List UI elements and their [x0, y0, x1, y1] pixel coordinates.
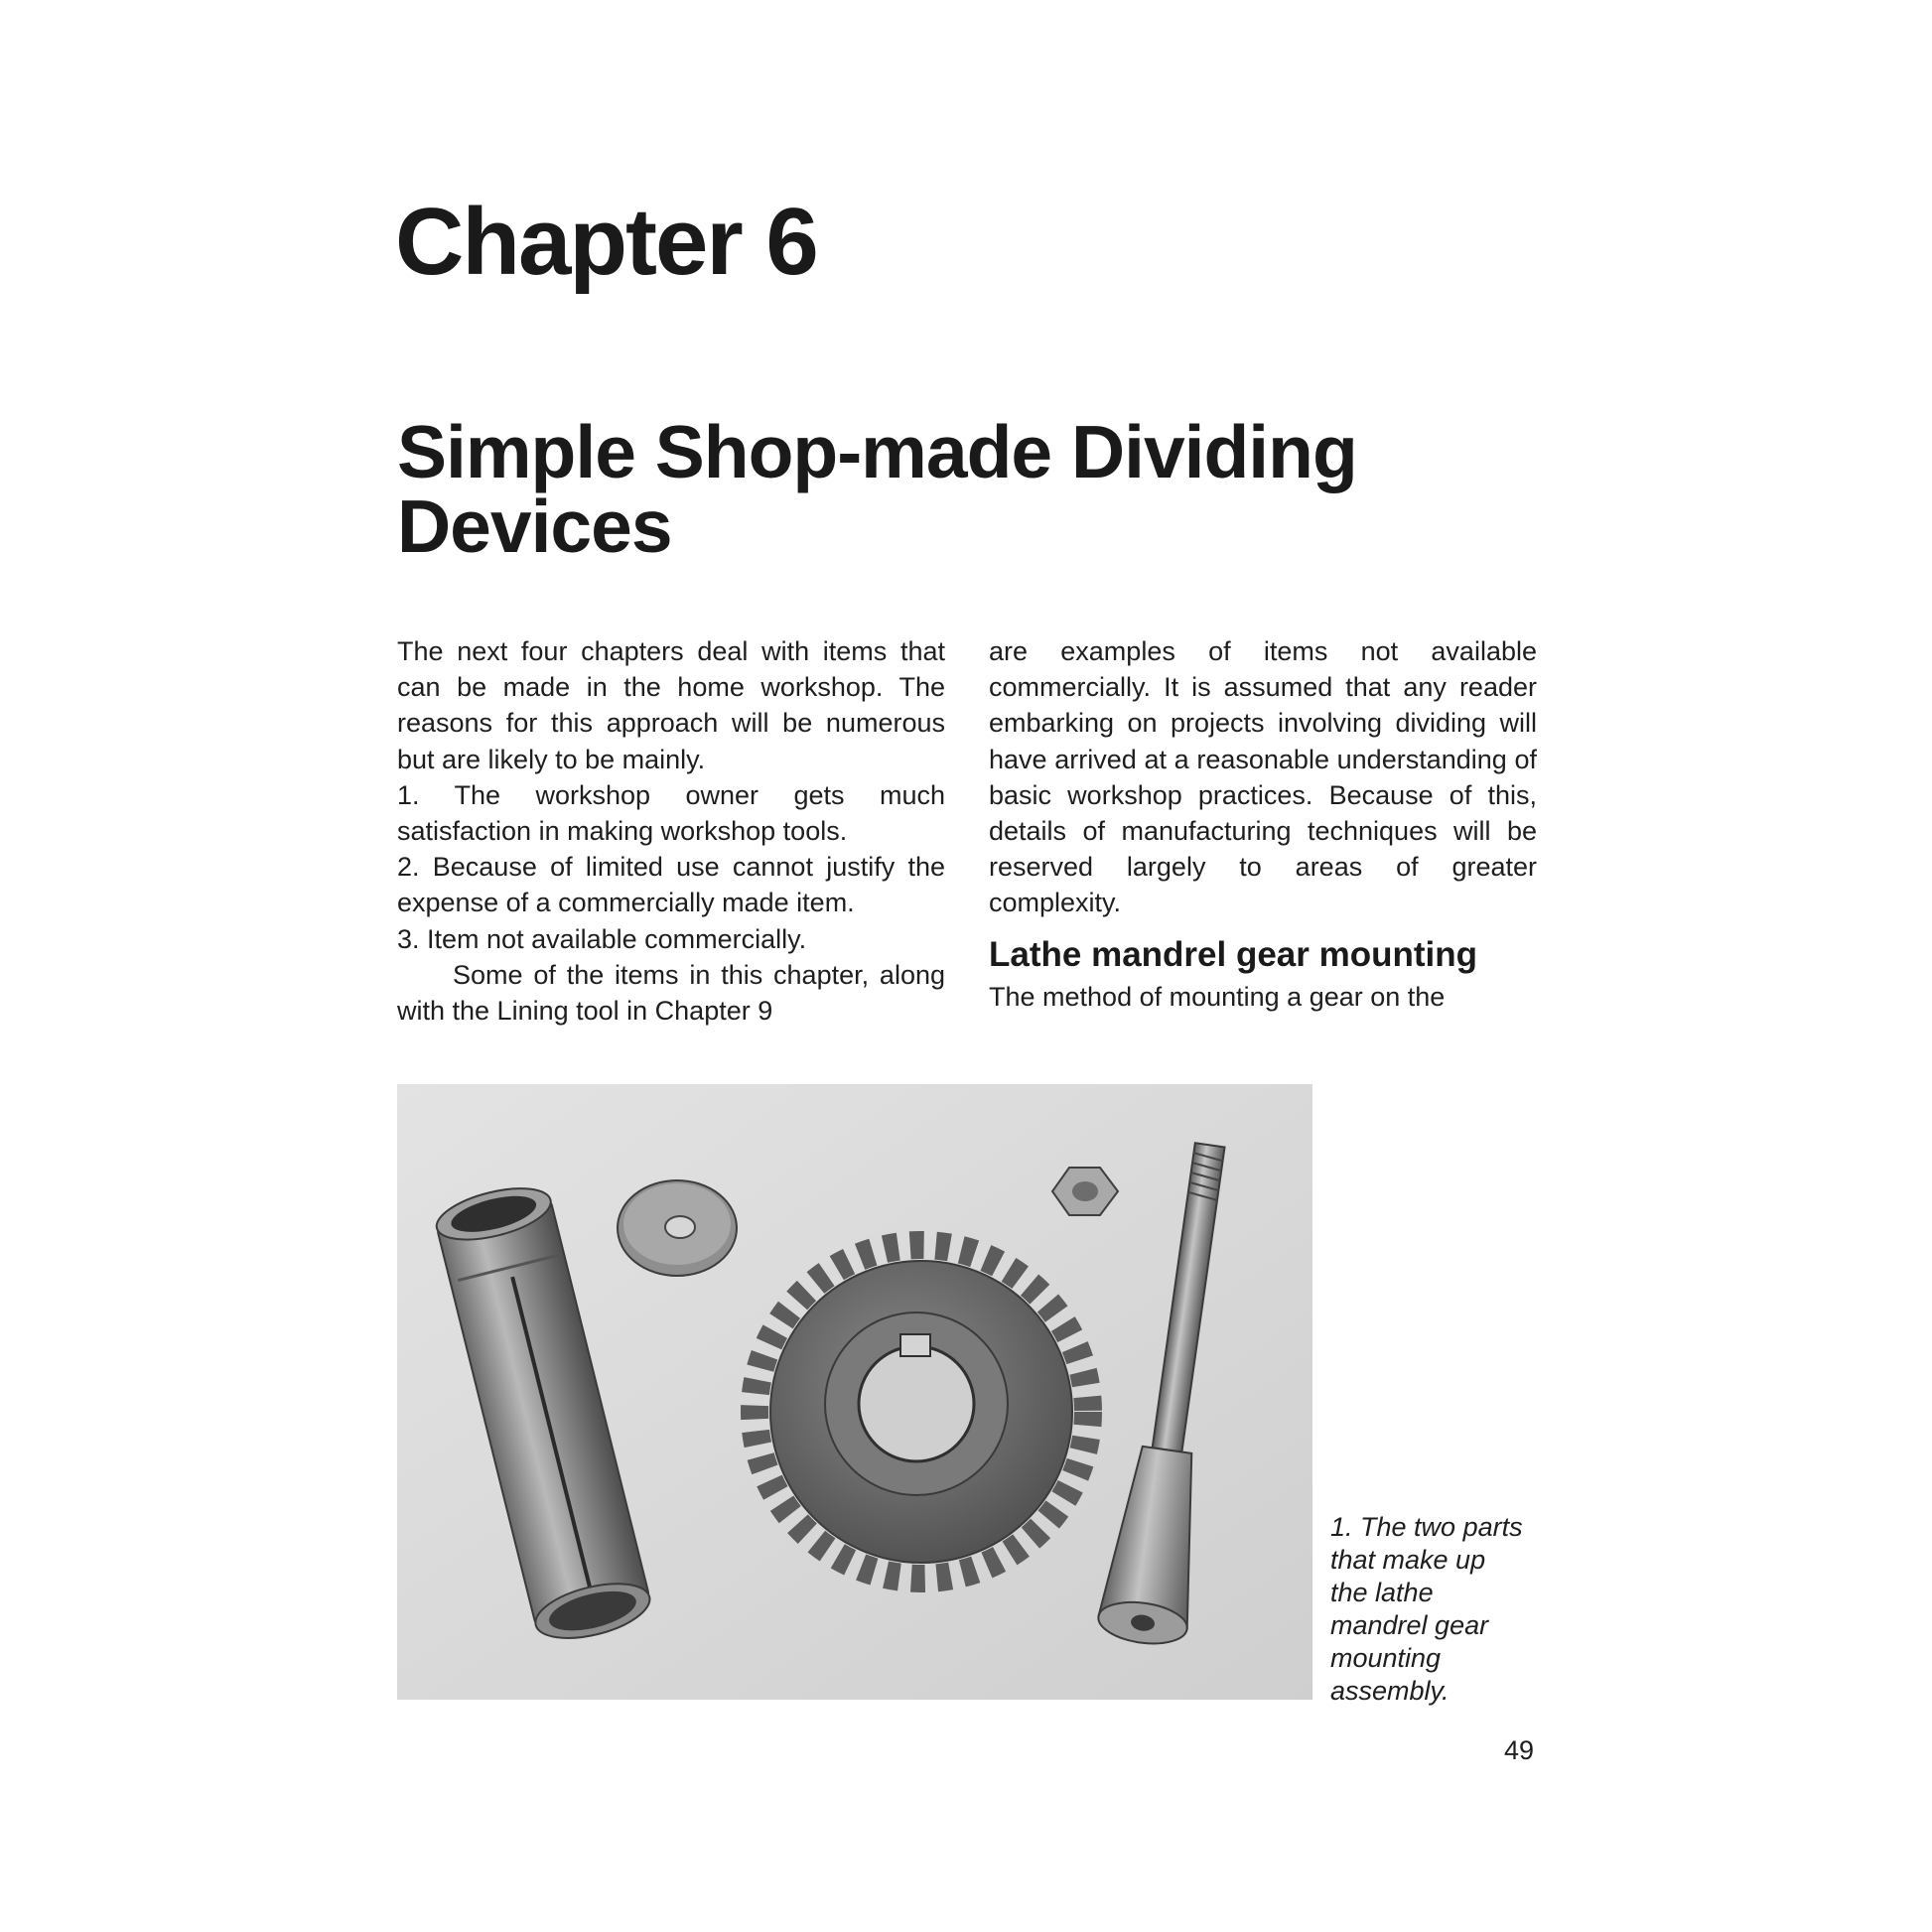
page-number: 49	[1503, 1735, 1534, 1765]
gear-mounting-photo	[397, 1084, 1312, 1700]
list-item-2: 2. Because of limited use cannot justify the expense of a commercially made item.	[397, 852, 945, 918]
list-item-3: 3. Item not available commercially.	[397, 923, 807, 954]
paragraph-mounting: The method of mounting a gear on the	[989, 981, 1446, 1012]
washer-part	[618, 1180, 737, 1276]
figure-photo	[397, 1084, 1312, 1700]
figure-caption: 1. The two parts that make up the lathe mandrel gear mounting assembly.	[1330, 1512, 1523, 1706]
paragraph-items: Some of the items in this chapter, along with the Lining tool in Chapter 9	[397, 959, 945, 1027]
paragraph-intro: The next four chapters deal with items that can be made in the home workshop. The reasons for this approach will be numerous but are likely to be mainly.	[397, 636, 945, 774]
list-item-1: 1. The workshop owner gets much satisfaction in making workshop tools.	[397, 779, 945, 847]
chapter-label: Chapter 6	[395, 189, 817, 295]
subheading: Lathe mandrel gear mounting	[989, 934, 1477, 974]
left-column	[397, 633, 945, 1029]
gear-part	[755, 1245, 1088, 1579]
chapter-title: Simple Shop-made Dividing Devices	[397, 410, 1357, 568]
right-column	[989, 633, 1537, 1015]
paragraph-continued: are examples of items not available commercially. It is assumed that any reader embarking on projects involving dividing will have arrived at a reasonable understanding of basic workshop practices. Because of this, details of manufacturing techniques will be reserved largely to areas of greater complexity.	[989, 636, 1537, 918]
